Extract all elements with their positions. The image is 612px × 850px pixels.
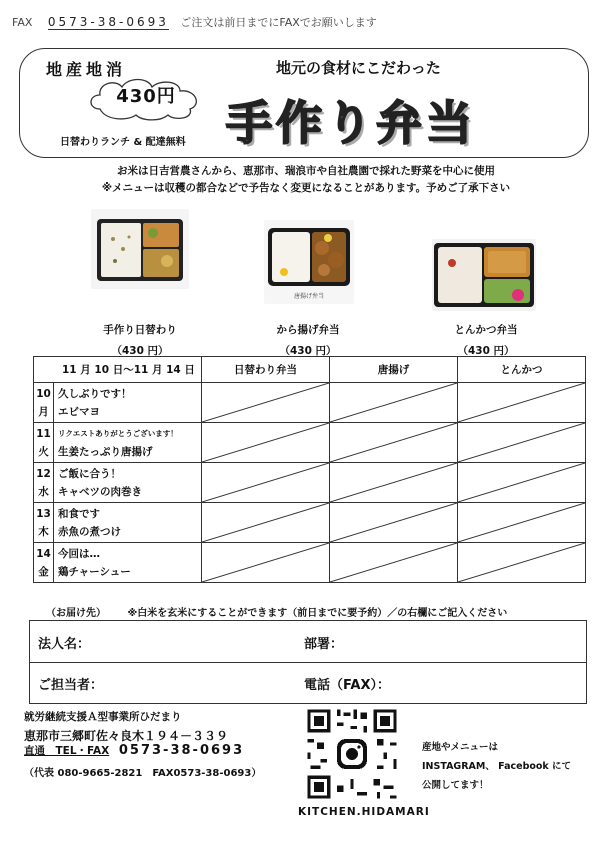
- order-table: [33, 356, 586, 583]
- table-row: [34, 383, 586, 423]
- diagonal-line: [458, 503, 585, 542]
- day-cell: [34, 463, 54, 503]
- diagonal-line: [458, 543, 585, 582]
- order-cell-daily[interactable]: [202, 423, 330, 463]
- local-ingredients-title: 地元の食材にこだわった: [276, 59, 441, 77]
- row-dish: 鶏チャーシュー: [58, 565, 131, 578]
- row-weekday: 水: [38, 485, 49, 498]
- row-weekday: 月: [38, 405, 49, 418]
- order-cell-tonkatsu[interactable]: [458, 423, 586, 463]
- diagonal-line: [202, 503, 329, 542]
- order-cell-tonkatsu[interactable]: [458, 463, 586, 503]
- company-field[interactable]: 法人名：: [38, 637, 91, 652]
- menu-cell: [54, 503, 202, 543]
- row-note: 和食です: [58, 507, 100, 520]
- sns-note-line-3: 公開してます！: [422, 780, 489, 791]
- customer-form: [29, 620, 587, 704]
- daily-bento-photo: [91, 209, 189, 289]
- diagonal-line: [330, 503, 457, 542]
- diagonal-line: [458, 463, 585, 502]
- main-line: （代表 080-9665-2821 FAX0573-38-0693）: [24, 768, 262, 779]
- phone-fax-field[interactable]: 電話（FAX）：: [304, 678, 390, 693]
- diagonal-line: [330, 543, 457, 582]
- row-note: リクエストありがとうございます！: [58, 429, 178, 438]
- row-note: 今回は…: [58, 547, 100, 560]
- row-dish: 赤魚の煮つけ: [58, 525, 121, 538]
- form-divider: [30, 662, 586, 663]
- header-box: [19, 48, 589, 158]
- diagonal-line: [458, 383, 585, 422]
- order-cell-karaage[interactable]: [330, 543, 458, 583]
- order-cell-daily[interactable]: [202, 543, 330, 583]
- fax-number: 0573-38-0693: [47, 15, 169, 29]
- delivery-notes: [46, 604, 507, 619]
- fax-header: [12, 14, 602, 30]
- org-name: 就労継続支援Ａ型事業所ひだまり: [24, 711, 182, 723]
- table-row: [34, 423, 586, 463]
- instagram-account-label: KITCHEN.HIDAMARI: [298, 806, 430, 818]
- row-weekday: 火: [38, 445, 49, 458]
- diagonal-line: [202, 543, 329, 582]
- row-weekday: 木: [38, 525, 49, 538]
- delivery-label: （お届け先）: [46, 608, 106, 619]
- direct-contact: [24, 743, 244, 758]
- col-header-daily: 日替わり弁当: [202, 357, 330, 383]
- menu-name-daily: 手作り日替わり: [103, 324, 177, 336]
- menu-cell: [54, 463, 202, 503]
- direct-number: 0573-38-0693: [118, 743, 245, 758]
- row-date: 14: [36, 547, 51, 560]
- fax-note: ご注文は前日までにFAXでお願いします: [180, 16, 377, 29]
- info-line-1: お米は日吉営農さんから、恵那市、瑞浪市や自社農園で採れた野菜を中心に使用: [117, 165, 495, 177]
- tagline: 地産地消: [46, 60, 127, 79]
- row-date: 12: [36, 467, 51, 480]
- tonkatsu-bento-photo: [432, 239, 536, 311]
- menu-cell: [54, 423, 202, 463]
- fax-label: FAX: [12, 16, 33, 29]
- diagonal-line: [330, 383, 457, 422]
- daily-lunch-note: 日替わりランチ & 配達無料: [60, 137, 186, 148]
- order-cell-tonkatsu[interactable]: [458, 383, 586, 423]
- sns-note-line-2: INSTAGRAM、 Facebook にて: [422, 761, 572, 772]
- table-row: [34, 543, 586, 583]
- menu-name-karaage: から揚げ弁当: [276, 324, 340, 336]
- col-header-karaage: 唐揚げ: [330, 357, 458, 383]
- order-cell-tonkatsu[interactable]: [458, 543, 586, 583]
- row-note: 久しぶりです！: [58, 387, 132, 400]
- department-field[interactable]: 部署：: [304, 637, 344, 652]
- day-cell: [34, 503, 54, 543]
- table-row: [34, 463, 586, 503]
- info-line-2: ※メニューは収穫の都合などで予告なく変更になることがあります。予めご了承下さい: [101, 182, 511, 194]
- menu-price-tonkatsu: （430 円）: [457, 345, 515, 357]
- day-cell: [34, 383, 54, 423]
- direct-label: 直通 TEL・FAX: [24, 745, 110, 757]
- rice-note: ※白米を玄米にすることができます（前日までに要予約）／の右欄にご記入ください: [127, 608, 508, 619]
- sns-note-line-1: 産地やメニューは: [422, 742, 499, 753]
- order-cell-daily[interactable]: [202, 463, 330, 503]
- row-dish: キャベツの肉巻き: [58, 485, 142, 498]
- row-date: 10: [36, 387, 51, 400]
- row-date: 13: [36, 507, 51, 520]
- order-cell-karaage[interactable]: [330, 463, 458, 503]
- date-range: 11 月 10 日～11 月 14 日: [34, 357, 202, 383]
- diagonal-line: [202, 383, 329, 422]
- row-date: 11: [36, 427, 51, 440]
- day-cell: [34, 423, 54, 463]
- order-cell-daily[interactable]: [202, 383, 330, 423]
- row-note: ご飯に合う！: [58, 467, 121, 480]
- row-weekday: 金: [38, 565, 49, 578]
- diagonal-line: [458, 423, 585, 462]
- karaage-photo-caption: 唐揚げ弁当: [293, 293, 325, 300]
- address: 恵那市三郷町佐々良木１９４－３３９: [24, 729, 229, 743]
- main-title: 手作り弁当: [226, 96, 476, 150]
- diagonal-line: [330, 423, 457, 462]
- table-header-row: [34, 357, 586, 383]
- table-row: [34, 503, 586, 543]
- row-dish: 生姜たっぷり唐揚げ: [58, 446, 153, 458]
- order-cell-karaage[interactable]: [330, 383, 458, 423]
- menu-name-tonkatsu: とんかつ弁当: [454, 324, 518, 336]
- price-badge: 430円: [116, 86, 176, 107]
- order-cell-karaage[interactable]: [330, 503, 458, 543]
- menu-cell: [54, 383, 202, 423]
- diagonal-line: [202, 463, 329, 502]
- diagonal-line: [330, 463, 457, 502]
- menu-cell: [54, 543, 202, 583]
- col-header-tonkatsu: とんかつ: [458, 357, 586, 383]
- day-cell: [34, 543, 54, 583]
- row-dish: エビマヨ: [58, 405, 100, 418]
- menu-price-karaage: （430 円）: [279, 345, 337, 357]
- diagonal-line: [202, 423, 329, 462]
- order-cell-tonkatsu[interactable]: [458, 503, 586, 543]
- contact-person-field[interactable]: ご担当者：: [38, 678, 104, 693]
- order-cell-karaage[interactable]: [330, 423, 458, 463]
- karaage-bento-photo: [264, 220, 354, 304]
- qr-code-icon[interactable]: [304, 706, 400, 802]
- order-cell-daily[interactable]: [202, 503, 330, 543]
- menu-price-daily: （430 円）: [111, 345, 169, 357]
